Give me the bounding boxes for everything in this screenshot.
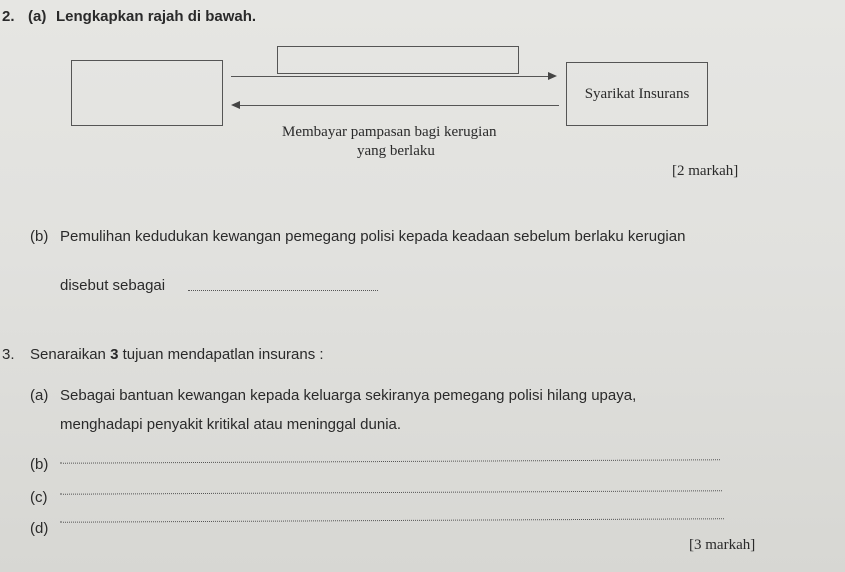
diagram-caption-line2: yang berlaku xyxy=(357,143,435,159)
q3-prompt-pre: Senaraikan xyxy=(30,346,106,363)
q2a-marks: [2 markah] xyxy=(672,163,739,179)
diagram-caption-line1: Membayar pampasan bagi kerugian xyxy=(282,124,497,140)
insurance-company-label: Syarikat Insurans xyxy=(584,86,690,102)
arrow-left-icon xyxy=(231,101,240,109)
q3d-answer-line[interactable] xyxy=(60,518,724,522)
q2b-text2: disebut sebagai xyxy=(60,277,166,294)
q2b-answer-line[interactable] xyxy=(188,290,378,291)
left-blank-box[interactable] xyxy=(71,60,223,126)
q3b-answer-line[interactable] xyxy=(60,459,720,463)
q3-prompt-count: 3 xyxy=(110,346,119,363)
q3a-line2: menghadapi penyakit kritikal atau meninggal dunia. xyxy=(60,416,402,433)
top-blank-box[interactable] xyxy=(277,46,519,74)
q3b-label: (b) xyxy=(30,456,49,473)
q2b-text: Pemulihan kedudukan kewangan pemegang polisi kepada keadaan sebelum berlaku kerugian xyxy=(60,228,686,245)
q3-number: 3. xyxy=(2,346,15,363)
q2a-label: (a) xyxy=(28,8,47,25)
arrow-to-insurer-line xyxy=(231,76,549,77)
q3a-line1: Sebagai bantuan kewangan kepada keluarga sekiranya pemegang polisi hilang upaya, xyxy=(60,387,637,404)
q2a-instruction: Lengkapkan rajah di bawah. xyxy=(56,8,257,25)
arrow-right-icon xyxy=(548,72,557,80)
q3c-answer-line[interactable] xyxy=(60,490,722,494)
q3-prompt-post: tujuan mendapatlan insurans : xyxy=(122,346,324,363)
q3c-label: (c) xyxy=(30,489,48,506)
arrow-to-policyholder-line xyxy=(239,105,559,106)
q3d-label: (d) xyxy=(30,520,49,537)
q2-number: 2. xyxy=(2,8,15,25)
q2b-label: (b) xyxy=(30,228,49,245)
q3-prompt xyxy=(30,346,324,363)
q3a-label: (a) xyxy=(30,387,49,404)
q3-marks: [3 markah] xyxy=(689,537,756,553)
